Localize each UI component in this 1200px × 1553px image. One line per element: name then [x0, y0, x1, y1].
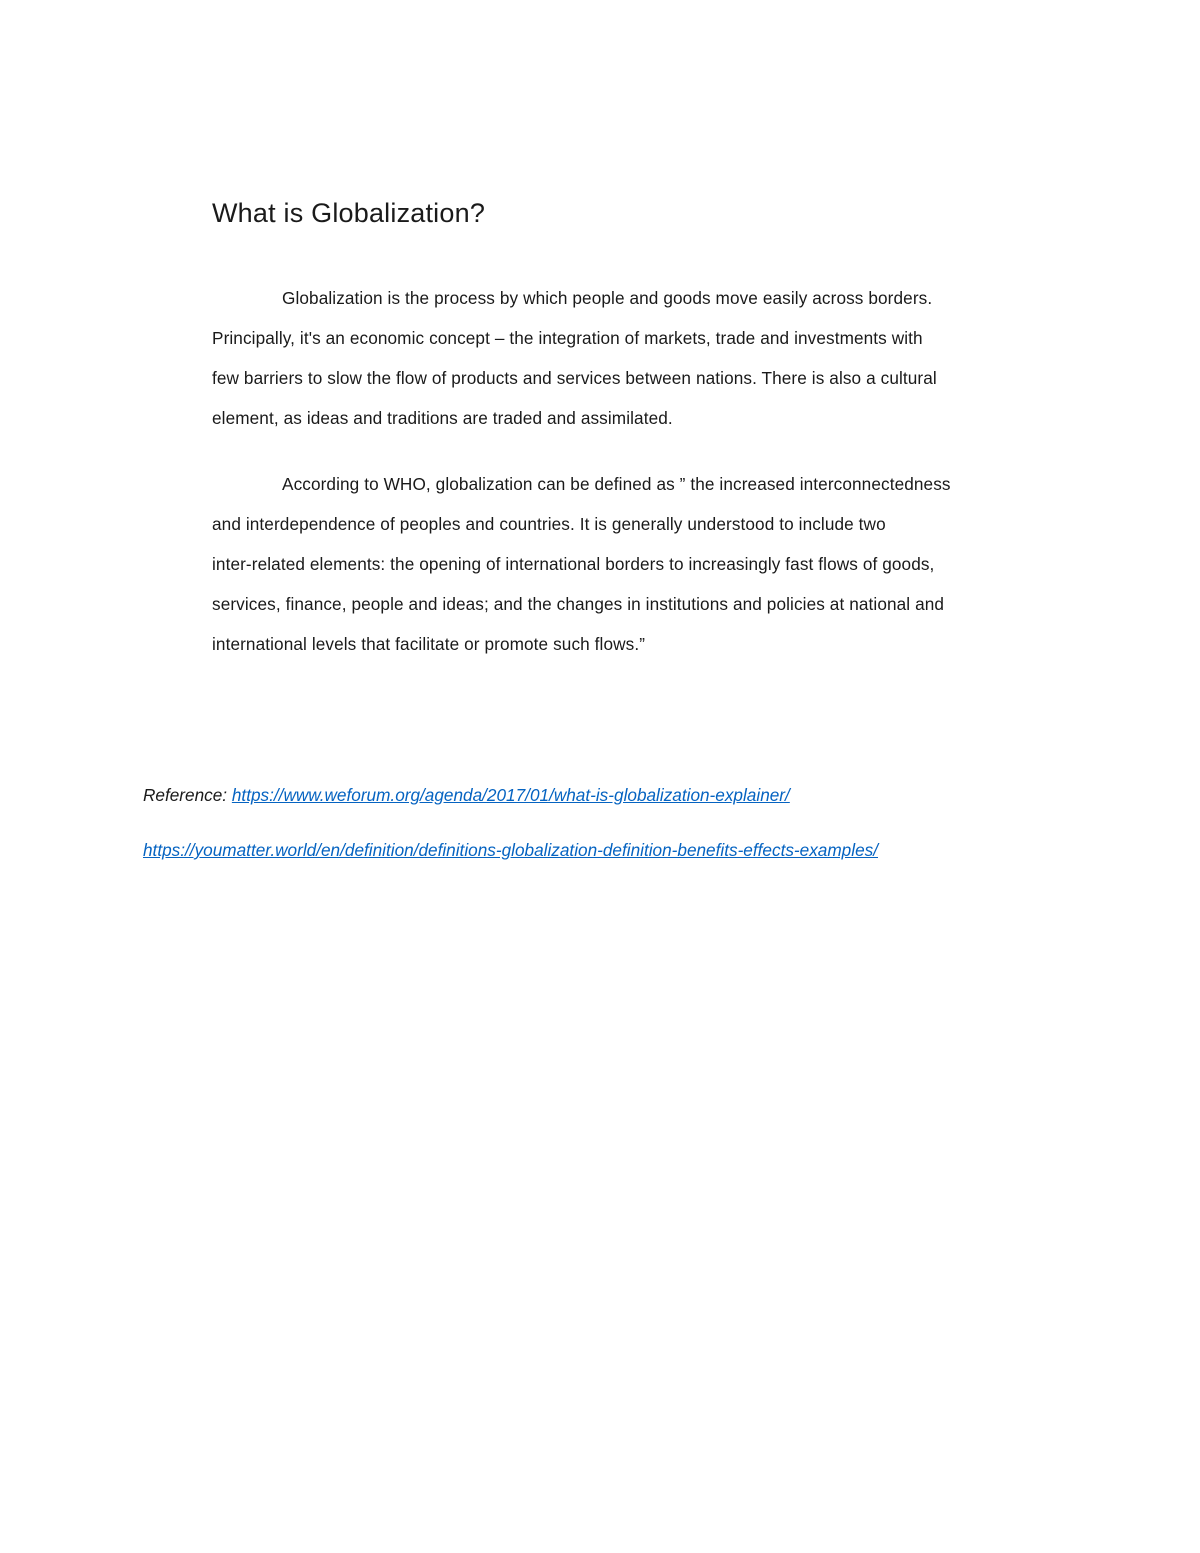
reference-label: Reference: — [143, 785, 232, 805]
paragraph-line: and interdependence of peoples and countries. It is generally understood to include two — [212, 514, 886, 534]
paragraph-line: international levels that facilitate or promote such flows.” — [212, 634, 646, 654]
reference-line-2 — [143, 835, 1143, 865]
paragraph-line: Globalization is the process by which people and goods move easily across borders. — [282, 288, 933, 308]
paragraph-line: services, finance, people and ideas; and the changes in institutions and policies at national and — [212, 594, 945, 614]
document-body — [212, 278, 1052, 690]
paragraph-2 — [212, 464, 1052, 664]
paragraph-line: inter-related elements: the opening of international borders to increasingly fast flows of goods, — [212, 554, 935, 574]
reference-link-weforum[interactable]: https://www.weforum.org/agenda/2017/01/what-is-globalization-explainer/ — [231, 785, 790, 805]
paragraph-1 — [212, 278, 1052, 438]
reference-line-1 — [143, 780, 1143, 810]
paragraph-line: few barriers to slow the flow of products and services between nations. There is also a cultural — [212, 368, 937, 388]
document-title: What is Globalization? — [212, 198, 486, 228]
paragraph-line: Principally, it's an economic concept – the integration of markets, trade and investments with — [212, 328, 923, 348]
paragraph-line: element, as ideas and traditions are traded and assimilated. — [212, 408, 673, 428]
references-section — [143, 780, 1143, 865]
paragraph-line: According to WHO, globalization can be defined as ” the increased interconnectedness — [282, 474, 951, 494]
reference-link-youmatter[interactable]: https://youmatter.world/en/definition/definitions-globalization-definition-benefits-effects-examples/ — [143, 840, 878, 860]
